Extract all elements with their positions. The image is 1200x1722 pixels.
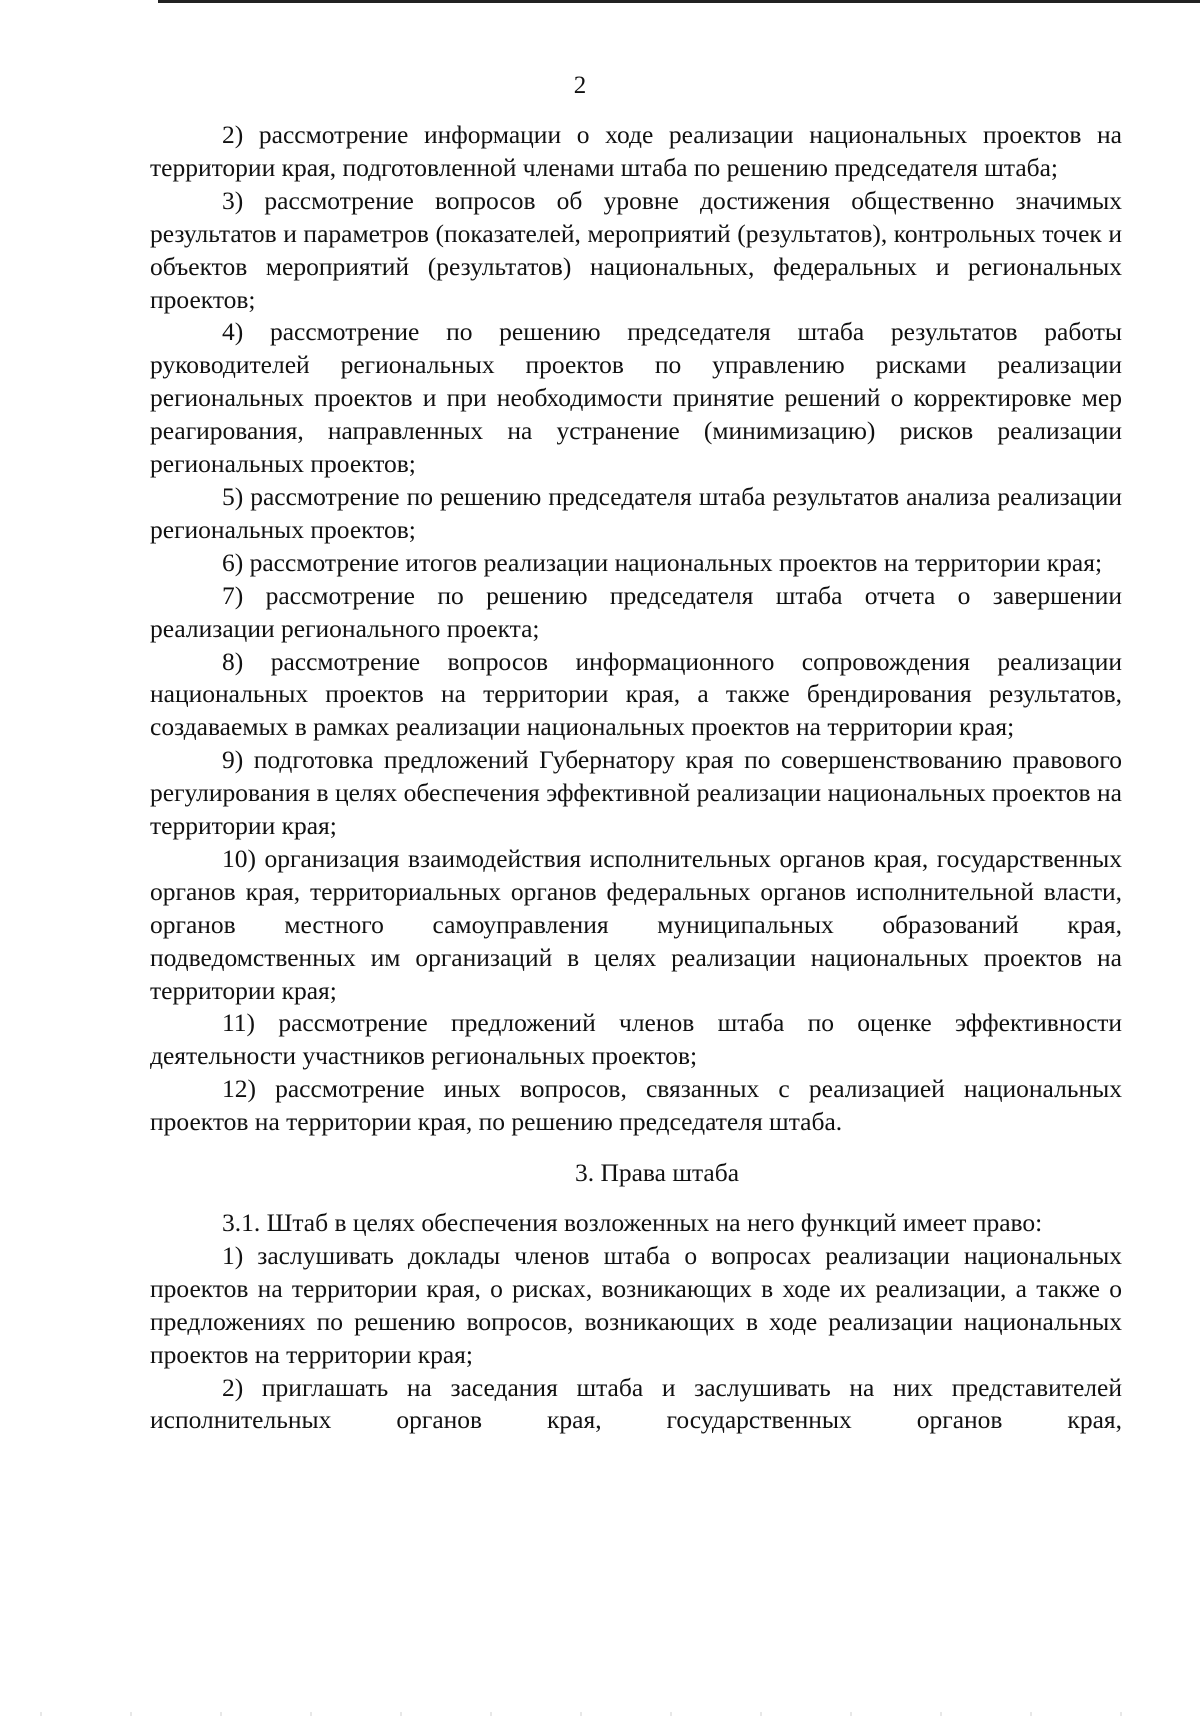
page-number: 2 [573, 72, 587, 99]
list-item-12: 12) рассмотрение иных вопросов, связанных с реализацией национальных проектов на территории края, по решению председателя штаба. [150, 1074, 1122, 1137]
list-item-7: 7) рассмотрение по решению председателя штаба отчета о завершении реализации регионального проекта; [150, 580, 1122, 643]
section-heading: 3. Права штаба [574, 1158, 740, 1188]
list-item-2: 2) рассмотрение информации о ходе реализации национальных проектов на территории края, подготовленной членами штаба по решению председателя штаба; [150, 120, 1122, 182]
list-item-4: 4) рассмотрение по решению председателя штаба результатов работы руководителей региональных проектов по управлению рисками реализации региональных проектов и при необходимости принятие решений о корректировке мер реагирования, направленных на устранение (минимизацию) рисков реализации региональных проектов; [150, 317, 1122, 479]
list-item-6: 6) рассмотрение итогов реализации национальных проектов на территории края; [222, 547, 1103, 577]
list-item-11: 11) рассмотрение предложений членов штаба по оценке эффективности деятельности участников региональных проектов; [150, 1008, 1122, 1071]
scan-noise [0, 1712, 1200, 1716]
list-item-10: 10) организация взаимодействия исполнительных органов края, государственных органов края, территориальных органов федеральных органов исполнительной власти, органов местного самоуправления муниципальных образований края, подведомственных им организаций в целях реализации национальных проектов на территории края; [150, 843, 1122, 1005]
top-border-line [158, 0, 1200, 3]
list-item-3: 3) рассмотрение вопросов об уровне достижения общественно значимых результатов и параметров (показателей, мероприятий (результатов), контрольных точек и объектов мероприятий (результатов) национальных, федеральных и региональных проектов; [150, 185, 1122, 314]
list-item-8: 8) рассмотрение вопросов информационного сопровождения реализации национальных проектов на территории края, а также брендирования результатов, создаваемых в рамках реализации национальных проектов на территории края; [150, 646, 1122, 742]
rights-item-1: 1) заслушивать доклады членов штаба о вопросах реализации национальных проектов на территории края, о рисках, возникающих в ходе их реализации, а также о предложениях по решению вопросов, возникающих в ходе реализации национальных проектов на территории края; [150, 1240, 1122, 1369]
document-body [150, 119, 1122, 1437]
rights-item-2: 2) приглашать на заседания штаба и заслушивать на них представителей исполнительных органов края, государственных органов края, [150, 1372, 1122, 1435]
list-item-9: 9) подготовка предложений Губернатору края по совершенствованию правового регулирования в целях обеспечения эффективной реализации национальных проектов на территории края; [150, 745, 1122, 841]
list-item-5: 5) рассмотрение по решению председателя штаба результатов анализа реализации региональных проектов; [150, 481, 1122, 544]
clause-3-1: 3.1. Штаб в целях обеспечения возложенных на него функций имеет право: [222, 1208, 1043, 1237]
